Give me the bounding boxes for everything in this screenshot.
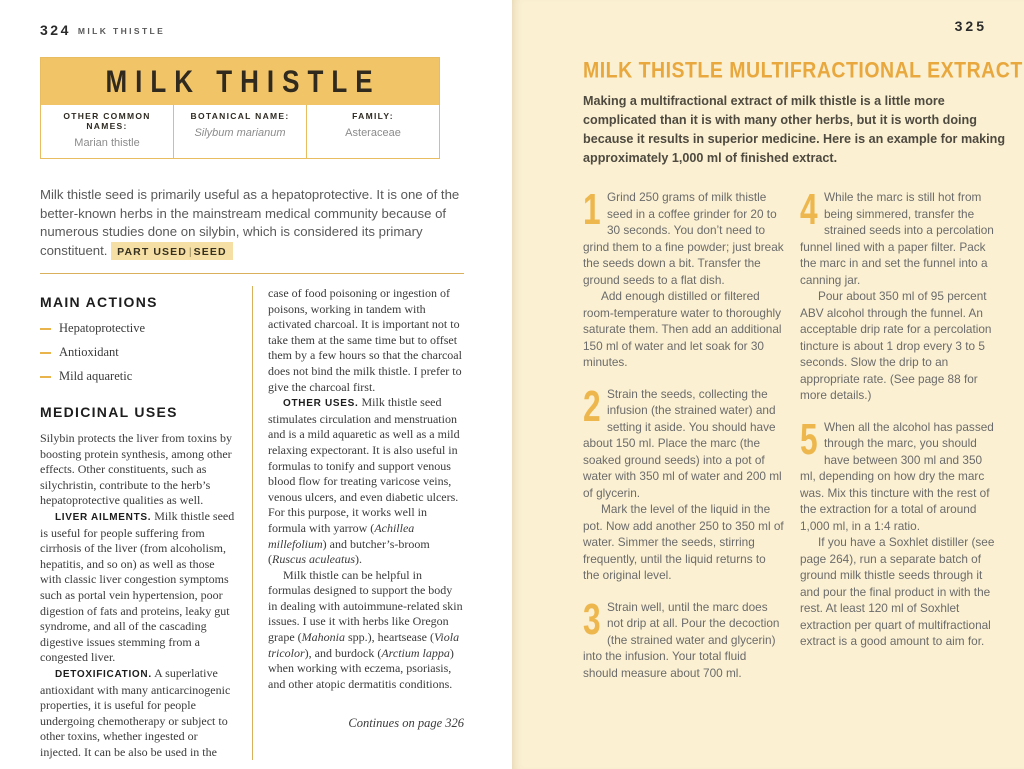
step-number: 3 [583, 594, 601, 644]
field-family [306, 105, 439, 158]
step-paragraph: Strain the seeds, collecting the infusion (the strained water) and setting it aside. You should have about 150 ml. Place the marc (the soaked ground seeds) into a pot of water with 350 ml of water and 200 ml of glycerin. [583, 386, 782, 500]
step-paragraph: Strain well, until the marc does not drip at all. Pour the decoction (the strained water and glycerin) into the infusion. Your total fluid should measure about 700 ml. [583, 599, 780, 680]
herb-title-fields [41, 105, 439, 158]
step-paragraph: Add enough distilled or filtered room-temperature water to thoroughly saturate them. Then add an additional 150 ml of water and let soak for 30 minutes. [583, 289, 782, 369]
step-paragraph: Grind 250 grams of milk thistle seed in a coffee grinder for 20 to 30 seconds. You don’t need to grind them to a fine powder; just break the seeds down a bit. Transfer the ground seeds to a flat dish. [583, 190, 784, 287]
field-common-names-label: OTHER COMMON NAMES: [63, 111, 151, 131]
step-5 [800, 414, 1001, 650]
part-used-badge [111, 242, 233, 260]
column-right [268, 286, 464, 760]
extract-intro: Making a multifractional extract of milk thistle is a little more complicated than it is with many other herbs, but it is worth doing because it results in superior medicine. Here is an example for making approximately 1,000 ml of finished extract. [583, 94, 1006, 165]
step-number: 5 [800, 414, 818, 464]
step-3 [583, 594, 784, 682]
step-paragraph: Mark the level of the liquid in the pot. Now add another 250 to 350 ml of water. Simmer the seeds, stirring frequently, until the liquid returns to the original level. [583, 502, 784, 582]
body-paragraph: OTHER USES. Milk thistle seed stimulates circulation and menstruation and is a mild aquaretic as well as a mild relaxing expectorant. It is also useful in formulas to tonify and support venous blood flow for treating varicose veins, venous ulcers, and even diabetic ulcers. For this purpose, it works well in formula with yarrow (Achillea millefolium) and butcher’s-broom (Ruscus aculeatus). [268, 395, 460, 567]
herb-title-card [40, 57, 440, 159]
column-left [40, 286, 236, 760]
step-2 [583, 381, 784, 584]
step-paragraph: While the marc is still hot from being simmered, transfer the strained seeds into a percolation funnel lined with a paper filter. Pack the marc in and set the funnel into a canning jar. [800, 190, 994, 287]
field-family-value: Asteraceae [345, 127, 401, 139]
step-paragraph: If you have a Soxhlet distiller (see page 264), run a separate batch of ground milk thistle seeds through it and pour the final product in with the rest. At least 120 ml of Soxhlet extraction per quart of multifractional extract is a good amount to aim for. [800, 535, 995, 648]
dash-bullet-icon [40, 328, 51, 330]
field-botanical-name-value: Silybum marianum [194, 127, 286, 139]
field-common-names-value: Marian thistle [74, 137, 140, 149]
left-folio [40, 22, 462, 40]
step-number: 1 [583, 185, 601, 234]
right-page-number: 325 [954, 18, 987, 34]
step-1 [583, 185, 784, 371]
body-paragraph: Milk thistle can be helpful in formulas designed to support the body in dealing with autoimmune-related skin issues. I use it with herbs like Oregon grape (Mahonia spp.), heartsease (Viola tricolor), and burdock (Arctium lappa) when working with eczema, psoriasis, and other atopic dermatitis conditions. [268, 567, 463, 691]
action-item [40, 345, 236, 360]
herb-intro [40, 186, 464, 261]
action-item-label: Hepatoprotective [59, 321, 146, 335]
steps-columns [583, 185, 1001, 696]
step-number: 2 [583, 381, 601, 431]
continues-note: Continues on page 326 [348, 716, 464, 731]
action-item [40, 369, 236, 384]
main-actions-heading: MAIN ACTIONS [40, 294, 158, 310]
step-paragraph: When all the alcohol has passed through the marc, you should have between 300 ml and 350 ml, depending on how dry the marc was. Mix this tincture with the rest of the extraction for a total of around 1,000 ml, in a 1:4 ratio. [800, 419, 994, 533]
herb-title: MILK THISTLE [105, 62, 381, 100]
step-4 [800, 185, 1001, 404]
part-used-value: SEED [193, 245, 227, 258]
herb-title-band [41, 58, 439, 105]
body-paragraph: LIVER AILMENTS. Milk thistle seed is useful for people suffering from cirrhosis of the liver (from alcoholism, hepatitis, and so on) as well as those with classic liver congestion symptoms such as portal vein hypertension, poor digestion of fats and proteins, leaky gut syndrome, and all of the cascading digestive issues stemming from a congested liver. [40, 508, 235, 665]
left-page-number: 324 [40, 22, 71, 38]
body-paragraph: Silybin protects the liver from toxins by boosting protein synthesis, among other effects. Other constituents, such as silychristin, contribute to the herb’s hepatoprotective qualities as well. [40, 431, 232, 508]
steps-left-column [583, 185, 784, 696]
body-paragraph: DETOXIFICATION. A superlative antioxidant with many anticarcinogenic properties, it is useful for people undergoing chemotherapy or subject to other toxins, whether ingested or injected. It can be also be used in the [40, 665, 231, 759]
dash-bullet-icon [40, 352, 51, 354]
action-item-label: Antioxidant [59, 345, 119, 359]
steps-right-column [800, 185, 1001, 696]
step-paragraph: Pour about 350 ml of 95 percent ABV alcohol through the funnel. An acceptable drip rate for a percolation tincture is about 1 drop every 3 to 5 seconds. Slow the drip to an appropriate rate. (See page 88 for more details.) [800, 289, 992, 402]
left-running-head: MILK THISTLE [77, 26, 166, 36]
section-rule [40, 273, 464, 274]
herb-intro-text: Milk thistle seed is primarily useful as a hepatoprotective. It is one of the better-known herbs in the mainstream medical community because of numerous studies done on silybin, which is considered its primary constituent. [40, 187, 460, 258]
part-used-label: PART USED [117, 245, 187, 258]
column-divider [252, 286, 253, 760]
field-botanical-name [173, 105, 306, 158]
extract-title: MILK THISTLE MULTIFRACTIONAL EXTRACT [583, 58, 1023, 84]
medicinal-uses-heading: MEDICINAL USES [40, 404, 178, 420]
text-columns [40, 286, 464, 760]
field-botanical-name-label: BOTANICAL NAME: [190, 111, 290, 121]
body-paragraph: case of food poisoning or ingestion of poisons, working in tandem with activated charcoal. It is important not to take them at the same time but to offset them by a few hours so that the charcoal does not bind the milk thistle. I prefer to give the charcoal first. [268, 286, 462, 394]
dash-bullet-icon [40, 376, 51, 378]
step-number: 4 [800, 185, 818, 234]
action-item-label: Mild aquaretic [59, 369, 133, 383]
main-actions-list [40, 321, 236, 384]
right-page [512, 0, 1024, 769]
action-item [40, 321, 236, 336]
part-used-separator: | [188, 245, 192, 258]
field-common-names [41, 105, 173, 158]
field-family-label: FAMILY: [352, 111, 394, 121]
